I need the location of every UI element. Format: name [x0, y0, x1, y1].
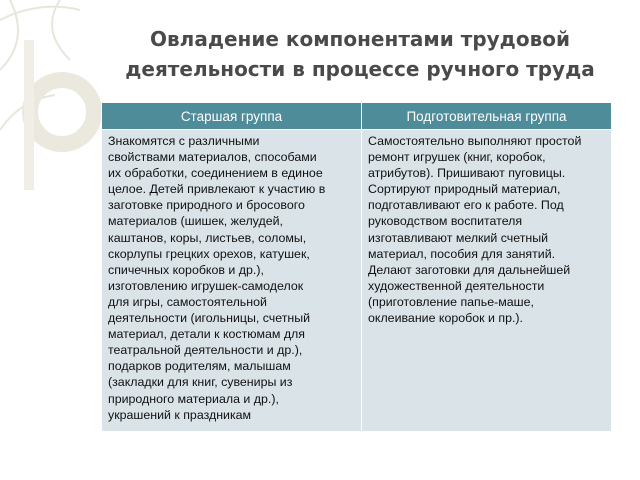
text-line: Самостоятельно выполняют простой	[368, 134, 582, 148]
text-line: Делают заготовки для дальнейшей	[368, 262, 571, 277]
text-line: театральной деятельности и др.),	[108, 343, 303, 358]
text-line: подготавливают его к работе. Под	[368, 198, 564, 213]
text-line: для игры, самостоятельной	[108, 294, 267, 309]
text-line: материал, детали к костюмам для	[108, 327, 305, 342]
text-line: изготовлению игрушек-самоделок	[108, 278, 304, 293]
text-line: ремонт игрушек (книг, коробок,	[368, 150, 546, 165]
slide-title-line-2: деятельности в процессе ручного труда	[125, 57, 595, 81]
text-line: скорлупы грецких орехов, катушек,	[108, 246, 310, 261]
text-line: заготовке природного и бросового	[108, 198, 305, 213]
corner-curves-decoration	[0, 0, 80, 130]
text-line: спичечных коробков и др.),	[108, 262, 264, 277]
table-row	[102, 130, 612, 432]
text-line: украшений к праздникам	[108, 407, 252, 422]
senior-group-cell	[102, 130, 362, 432]
preparatory-group-cell	[362, 130, 612, 432]
left-accent-bar	[24, 40, 34, 190]
text-line: их обработки, соединением в единое	[108, 166, 323, 181]
text-line: подарков родителям, малышам	[108, 359, 291, 374]
text-line: (приготовление папье-маше,	[368, 294, 534, 309]
header-senior-group: Старшая группа	[102, 103, 362, 130]
text-line: целое. Детей привлекают к участию в	[108, 182, 326, 197]
text-line: художественной деятельности	[368, 278, 545, 293]
text-line: (закладки для книг, сувениры из	[108, 375, 293, 390]
comparison-table	[101, 102, 612, 432]
text-line: природного материала и др.),	[108, 391, 279, 406]
text-line: атрибутов). Пришивают пуговицы.	[368, 166, 566, 181]
slide-title-line-1: Овладение компонентами трудовой	[150, 27, 570, 51]
text-line: руководством воспитателя	[368, 214, 523, 229]
ring-decoration	[30, 80, 94, 144]
text-line: материалов (шишек, желудей,	[108, 214, 283, 229]
text-line: деятельности (игольницы, счетный	[108, 311, 311, 326]
text-line: Знакомятся с различными	[108, 134, 260, 148]
table-header-row	[102, 103, 612, 130]
text-line: свойствами материалов, способами	[108, 150, 317, 165]
text-line: изготавливают мелкий счетный	[368, 230, 549, 245]
header-preparatory-group: Подготовительная группа	[362, 103, 612, 130]
text-line: оклеивание коробок и пр.).	[368, 311, 523, 326]
text-line: каштанов, коры, листьев, соломы,	[108, 230, 307, 245]
slide-title	[100, 24, 620, 84]
text-line: Сортируют природный материал,	[368, 182, 561, 197]
text-line: материал, пособия для занятий.	[368, 246, 556, 261]
